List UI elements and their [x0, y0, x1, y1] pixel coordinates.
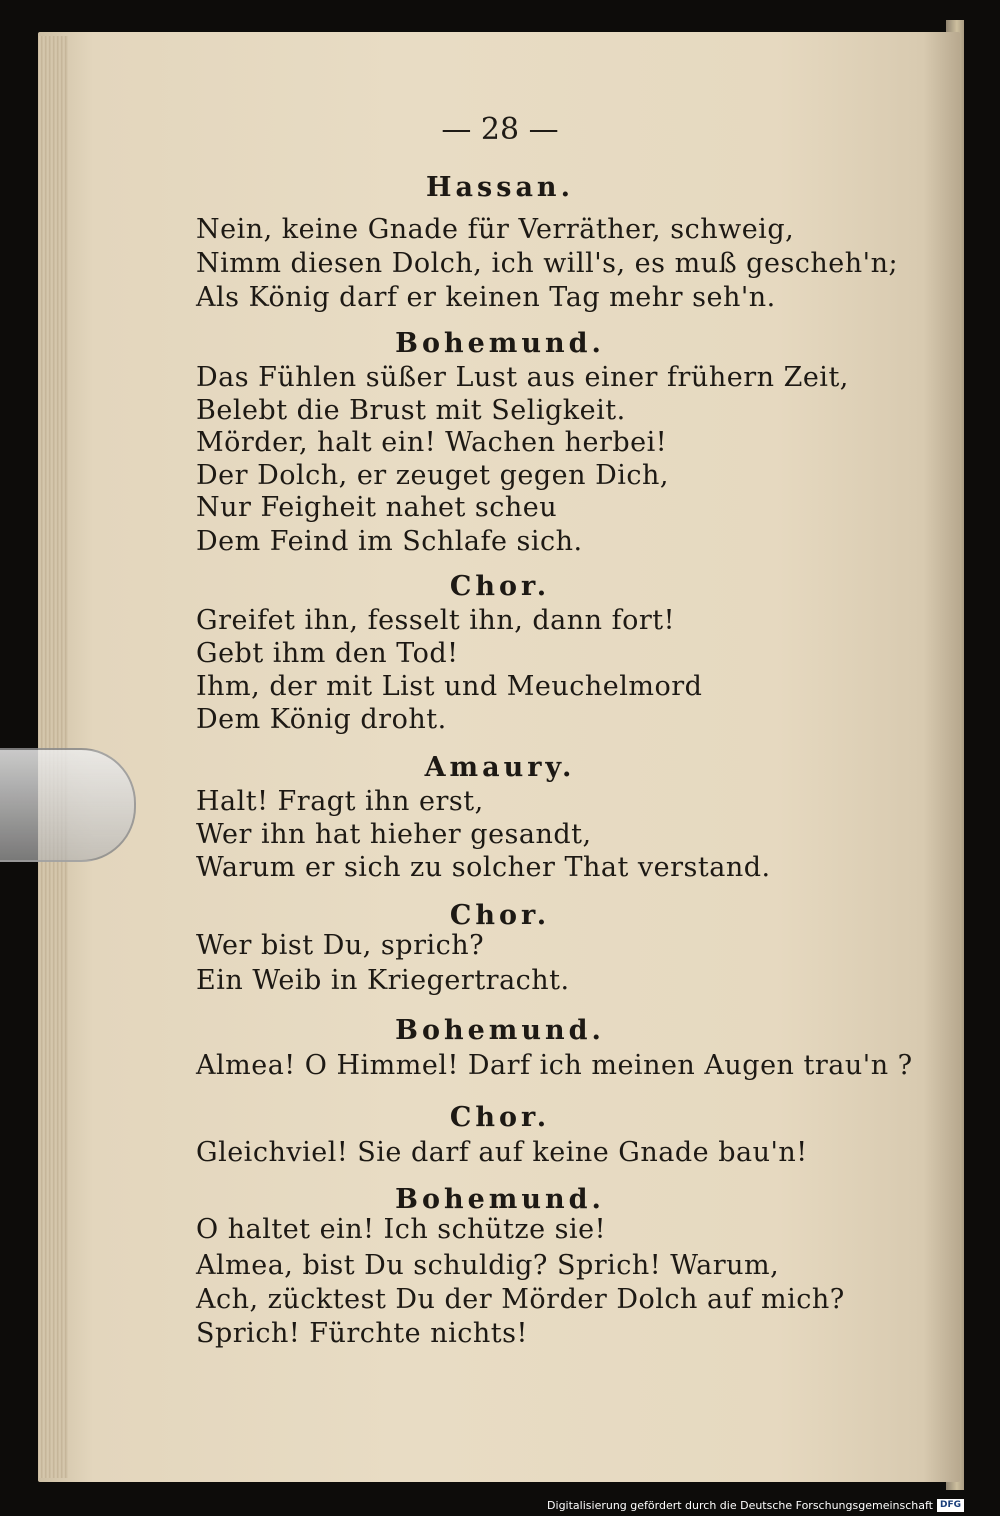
- verse-line: Ach, zücktest Du der Mörder Dolch auf mich?: [196, 1284, 845, 1315]
- verse-line: Mörder, halt ein! Wachen herbei!: [196, 427, 668, 458]
- verse-line: Halt! Fragt ihn erst,: [196, 786, 484, 817]
- funding-text: Digitalisierung gefördert durch die Deutsche Forschungsgemeinschaft: [547, 1499, 933, 1512]
- verse-line: Gleichviel! Sie darf auf keine Gnade bau'n!: [196, 1137, 808, 1168]
- speaker-heading: Hassan.: [426, 172, 574, 203]
- verse-line: O haltet ein! Ich schütze sie!: [196, 1214, 607, 1245]
- speaker-heading: Amaury.: [424, 752, 576, 783]
- verse-line: Nein, keine Gnade für Verräther, schweig,: [196, 214, 795, 245]
- speaker-heading: Chor.: [449, 900, 551, 931]
- dfg-logo: DFG: [937, 1499, 964, 1512]
- speaker-heading: Chor.: [449, 1102, 551, 1133]
- speaker-heading: Bohemund.: [395, 328, 605, 359]
- verse-line: Gebt ihm den Tod!: [196, 638, 459, 669]
- verse-line: Ihm, der mit List und Meuchelmord: [196, 671, 703, 702]
- verse-line: Almea! O Himmel! Darf ich meinen Augen trau'n ?: [196, 1050, 913, 1081]
- verse-line: Greifet ihn, fesselt ihn, dann fort!: [196, 605, 675, 636]
- verse-line: Dem Feind im Schlafe sich.: [196, 526, 583, 557]
- verse-line: Dem König droht.: [196, 704, 447, 735]
- funding-footer: [547, 1499, 964, 1512]
- speaker-heading: Chor.: [449, 571, 551, 602]
- verse-line: Almea, bist Du schuldig? Sprich! Warum,: [196, 1250, 780, 1281]
- speaker-heading: Bohemund.: [395, 1184, 605, 1215]
- verse-line: Wer bist Du, sprich?: [196, 930, 485, 961]
- verse-line: Nimm diesen Dolch, ich will's, es muß gescheh'n;: [196, 248, 899, 279]
- verse-line: Wer ihn hat hieher gesandt,: [196, 819, 592, 850]
- verse-line: Ein Weib in Kriegertracht.: [196, 965, 570, 996]
- verse-line: Warum er sich zu solcher That verstand.: [196, 852, 771, 883]
- verse-line: Als König darf er keinen Tag mehr seh'n.: [196, 282, 776, 313]
- page-number: — 28 —: [441, 112, 559, 147]
- verse-line: Das Fühlen süßer Lust aus einer frühern Zeit,: [196, 362, 849, 393]
- speaker-heading: Bohemund.: [395, 1015, 605, 1046]
- verse-line: Nur Feigheit nahet scheu: [196, 492, 558, 523]
- verse-line: Der Dolch, er zeuget gegen Dich,: [196, 460, 669, 491]
- verse-line: Belebt die Brust mit Seligkeit.: [196, 395, 626, 426]
- verse-line: Sprich! Fürchte nichts!: [196, 1318, 528, 1349]
